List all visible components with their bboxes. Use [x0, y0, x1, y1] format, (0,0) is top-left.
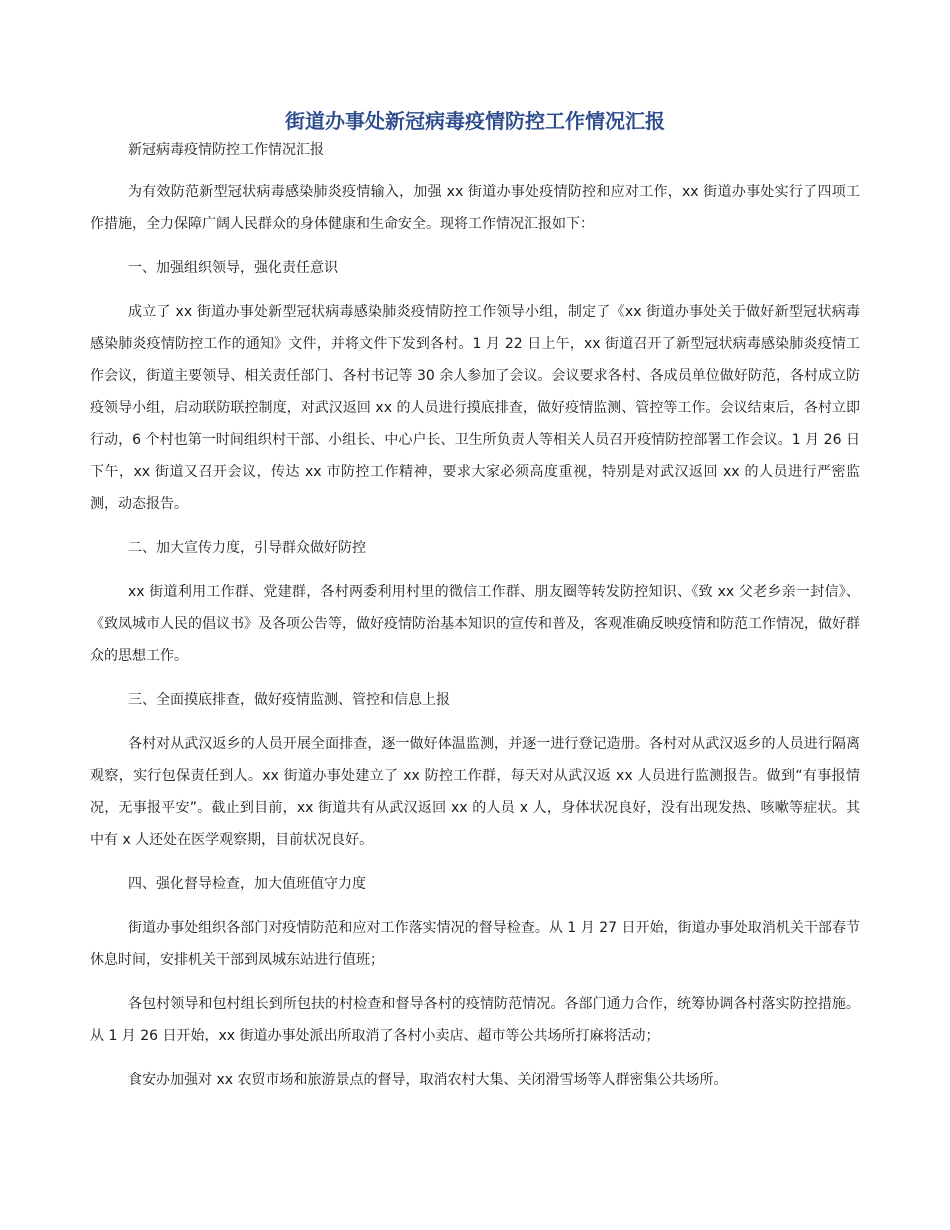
section-1-paragraph-1: 成立了 xx 街道办事处新型冠状病毒感染肺炎疫情防控工作领导小组，制定了《xx 街道办事处关于做好新型冠状病毒感染肺炎疫情防控工作的通知》文件，并将文件下发到各村。1 月 22 日上午，xx 街道召开了新型冠状病毒感染肺炎疫情工作会议，街道主要领导、相关责任部门、各村书记等 30 余人参加了会议。会议要求各村、各成员单位做好防范，各村成立防疫领导小组，启动联防联控制度，对武汉返回 xx 的人员进行摸底排查，做好疫情监测、管控等工作。会议结束后，各村立即行动，6 个村也第一时间组织村干部、小组长、中心户长、卫生所负责人等相关人员召开疫情防控部署工作会议。1 月 26 日下午，xx 街道又召开会议，传达 xx 市防控工作精神，要求大家必须高度重视，特别是对武汉返回 xx 的人员进行严密监测，动态报告。 [90, 304, 860, 512]
document-title: 街道办事处新冠病毒疫情防控工作情况汇报 [285, 109, 665, 133]
section-heading-2: 二、加大宣传力度，引导群众做好防控 [128, 540, 366, 556]
document-subtitle: 新冠病毒疫情防控工作情况汇报 [128, 142, 324, 158]
section-4-paragraph-2: 各包村领导和包村组长到所包扶的村检查和督导各村的疫情防范情况。各部门通力合作，统筹协调各村落实防控措施。从 1 月 26 日开始，xx 街道办事处派出所取消了各村小卖店、超市等公共场所打麻将活动； [90, 996, 860, 1044]
spacer [90, 564, 860, 576]
spacer [90, 672, 860, 684]
section-3-paragraph-1: 各村对从武汉返乡的人员开展全面排查，逐一做好体温监测，并逐一进行登记造册。各村对从武汉返乡的人员进行隔离观察，实行包保责任到人。xx 街道办事处建立了 xx 防控工作群，每天对从武汉返 xx 人员进行监测报告。做到“有事报情况，无事报平安”。截止到目前，xx 街道共有从武汉返回 xx 的人员 x 人，身体状况良好，没有出现发热、咳嗽等症状。其中有 x 人还处在医学观察期，目前状况良好。 [90, 736, 860, 848]
section-heading-3: 三、全面摸底排查，做好疫情监测、管控和信息上报 [128, 692, 450, 708]
spacer [90, 976, 860, 988]
spacer [90, 520, 860, 532]
section-heading-1: 一、加强组织领导，强化责任意识 [128, 260, 338, 276]
spacer [90, 240, 860, 252]
section-4-paragraph-3: 食安办加强对 xx 农贸市场和旅游景点的督导，取消农村大集、关闭滑雪场等人群密集公共场所。 [128, 1072, 728, 1088]
section-4-paragraph-1: 街道办事处组织各部门对疫情防范和应对工作落实情况的督导检查。从 1 月 27 日开始，街道办事处取消机关干部春节休息时间，安排机关干部到凤城东站进行值班； [90, 920, 860, 968]
spacer [90, 1052, 860, 1064]
intro-paragraph: 为有效防范新型冠状病毒感染肺炎疫情输入，加强 xx 街道办事处疫情防控和应对工作，xx 街道办事处实行了四项工作措施，全力保障广阔人民群众的身体健康和生命安全。现将工作情况汇报如下： [90, 184, 860, 232]
spacer [90, 716, 860, 728]
section-2-paragraph-1: xx 街道利用工作群、党建群，各村两委利用村里的微信工作群、朋友圈等转发防控知识、《致 xx 父老乡亲一封信》、《致凤城市人民的倡议书》及各项公告等，做好疫情防治基本知识的宣传和普及，客观准确反映疫情和防范工作情况，做好群众的思想工作。 [90, 584, 860, 664]
section-heading-4: 四、强化督导检查，加大值班值守力度 [128, 876, 366, 892]
document-page [90, 104, 860, 1096]
spacer [90, 162, 860, 176]
spacer [90, 900, 860, 912]
spacer [90, 284, 860, 296]
spacer [90, 856, 860, 868]
